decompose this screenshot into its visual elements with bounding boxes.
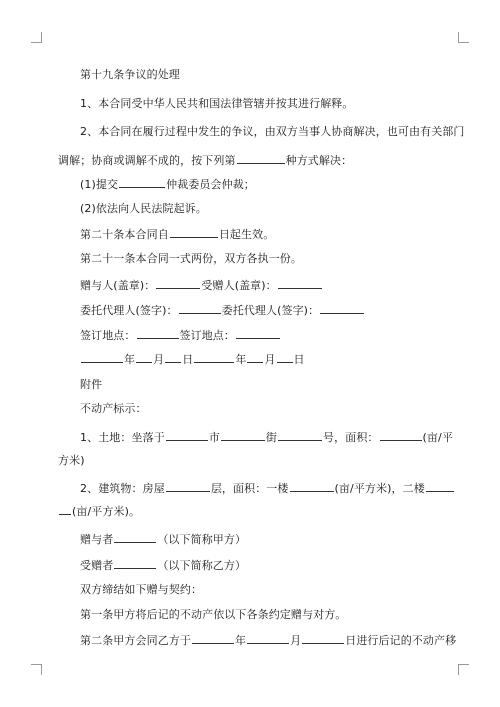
signature-donor: 赠与人(盖章)： 受赠人(盖章)： bbox=[80, 278, 323, 293]
blank-field bbox=[137, 328, 179, 339]
clause-1: 1、本合同受中华人民共和国法律管辖并按其进行解释。 bbox=[80, 97, 354, 110]
signing-place: 签订地点： 签订地点： bbox=[80, 328, 281, 343]
blank-field bbox=[156, 278, 200, 289]
land-line-1: 1、土地：坐落于 市 街 号，面积： (亩/平 bbox=[80, 431, 453, 444]
blank-field bbox=[114, 532, 156, 543]
blank-field bbox=[278, 278, 322, 289]
option-2: (2)依法向人民法院起诉。 bbox=[80, 202, 207, 215]
blank-field bbox=[320, 303, 364, 314]
blank-field bbox=[179, 303, 221, 314]
blank-field bbox=[166, 430, 208, 441]
article-21: 第二十一条本合同一式两份，双方各执一份。 bbox=[80, 252, 302, 265]
blank-field bbox=[380, 430, 422, 441]
blank-field bbox=[119, 177, 165, 188]
article-19-heading: 第十九条争议的处理 bbox=[80, 68, 180, 81]
clause-2-line-1: 2、本合同在履行过程中发生的争议，由双方当事人协商解决，也可由有关部门 bbox=[80, 125, 465, 138]
donor-party: 赠与者 （以下简称甲方） bbox=[80, 533, 247, 546]
blank-field bbox=[194, 352, 234, 363]
blank-field bbox=[237, 153, 285, 164]
blank-field bbox=[290, 481, 334, 492]
blank-field bbox=[302, 633, 344, 644]
article-20: 第二十条本合同自 日起生效。 bbox=[80, 228, 275, 241]
clause-2-line-2: 调解；协商或调解不成的，按下列第 种方式解决： bbox=[58, 154, 353, 167]
blank-field bbox=[426, 481, 454, 492]
blank-field bbox=[221, 430, 265, 441]
crop-mark-bottom-left bbox=[31, 664, 42, 675]
crop-mark-top-right bbox=[458, 32, 469, 43]
blank-field bbox=[166, 481, 210, 492]
contract-intro: 双方缔结如下赠与契约： bbox=[80, 583, 203, 596]
blank-field bbox=[170, 227, 218, 238]
building-line-2: (亩/平方米)。 bbox=[58, 504, 140, 519]
property-label: 不动产标示： bbox=[80, 402, 147, 415]
blank-field bbox=[192, 633, 234, 644]
blank-field bbox=[165, 352, 181, 363]
blank-field bbox=[59, 504, 71, 515]
attachment-heading: 附件 bbox=[80, 378, 103, 391]
blank-field bbox=[236, 328, 280, 339]
article-1: 第一条甲方将后记的不动产依以下各条约定赠与对方。 bbox=[80, 608, 347, 621]
option-1: (1)提交 仲裁委员会仲裁； bbox=[80, 178, 255, 191]
signing-dates: 年 月 日 年 月 日 bbox=[80, 352, 305, 367]
blank-field bbox=[247, 633, 289, 644]
building-line-1: 2、建筑物：房屋 层，面积：一楼 (亩/平方米)，二楼 bbox=[80, 481, 455, 496]
crop-mark-bottom-right bbox=[458, 664, 469, 675]
blank-field bbox=[277, 352, 293, 363]
blank-field bbox=[136, 352, 152, 363]
crop-mark-top-left bbox=[31, 32, 42, 43]
blank-field bbox=[81, 352, 123, 363]
signature-agents: 委托代理人(签字)： 委托代理人(签字)： bbox=[80, 303, 365, 318]
land-line-2: 方米) bbox=[58, 454, 85, 467]
recipient-party: 受赠者 （以下简称乙方） bbox=[80, 559, 247, 572]
article-2: 第二条甲方会同乙方于 年 月 日进行后记的不动产移 bbox=[80, 634, 457, 647]
blank-field bbox=[114, 558, 156, 569]
blank-field bbox=[278, 430, 322, 441]
blank-field bbox=[247, 352, 263, 363]
